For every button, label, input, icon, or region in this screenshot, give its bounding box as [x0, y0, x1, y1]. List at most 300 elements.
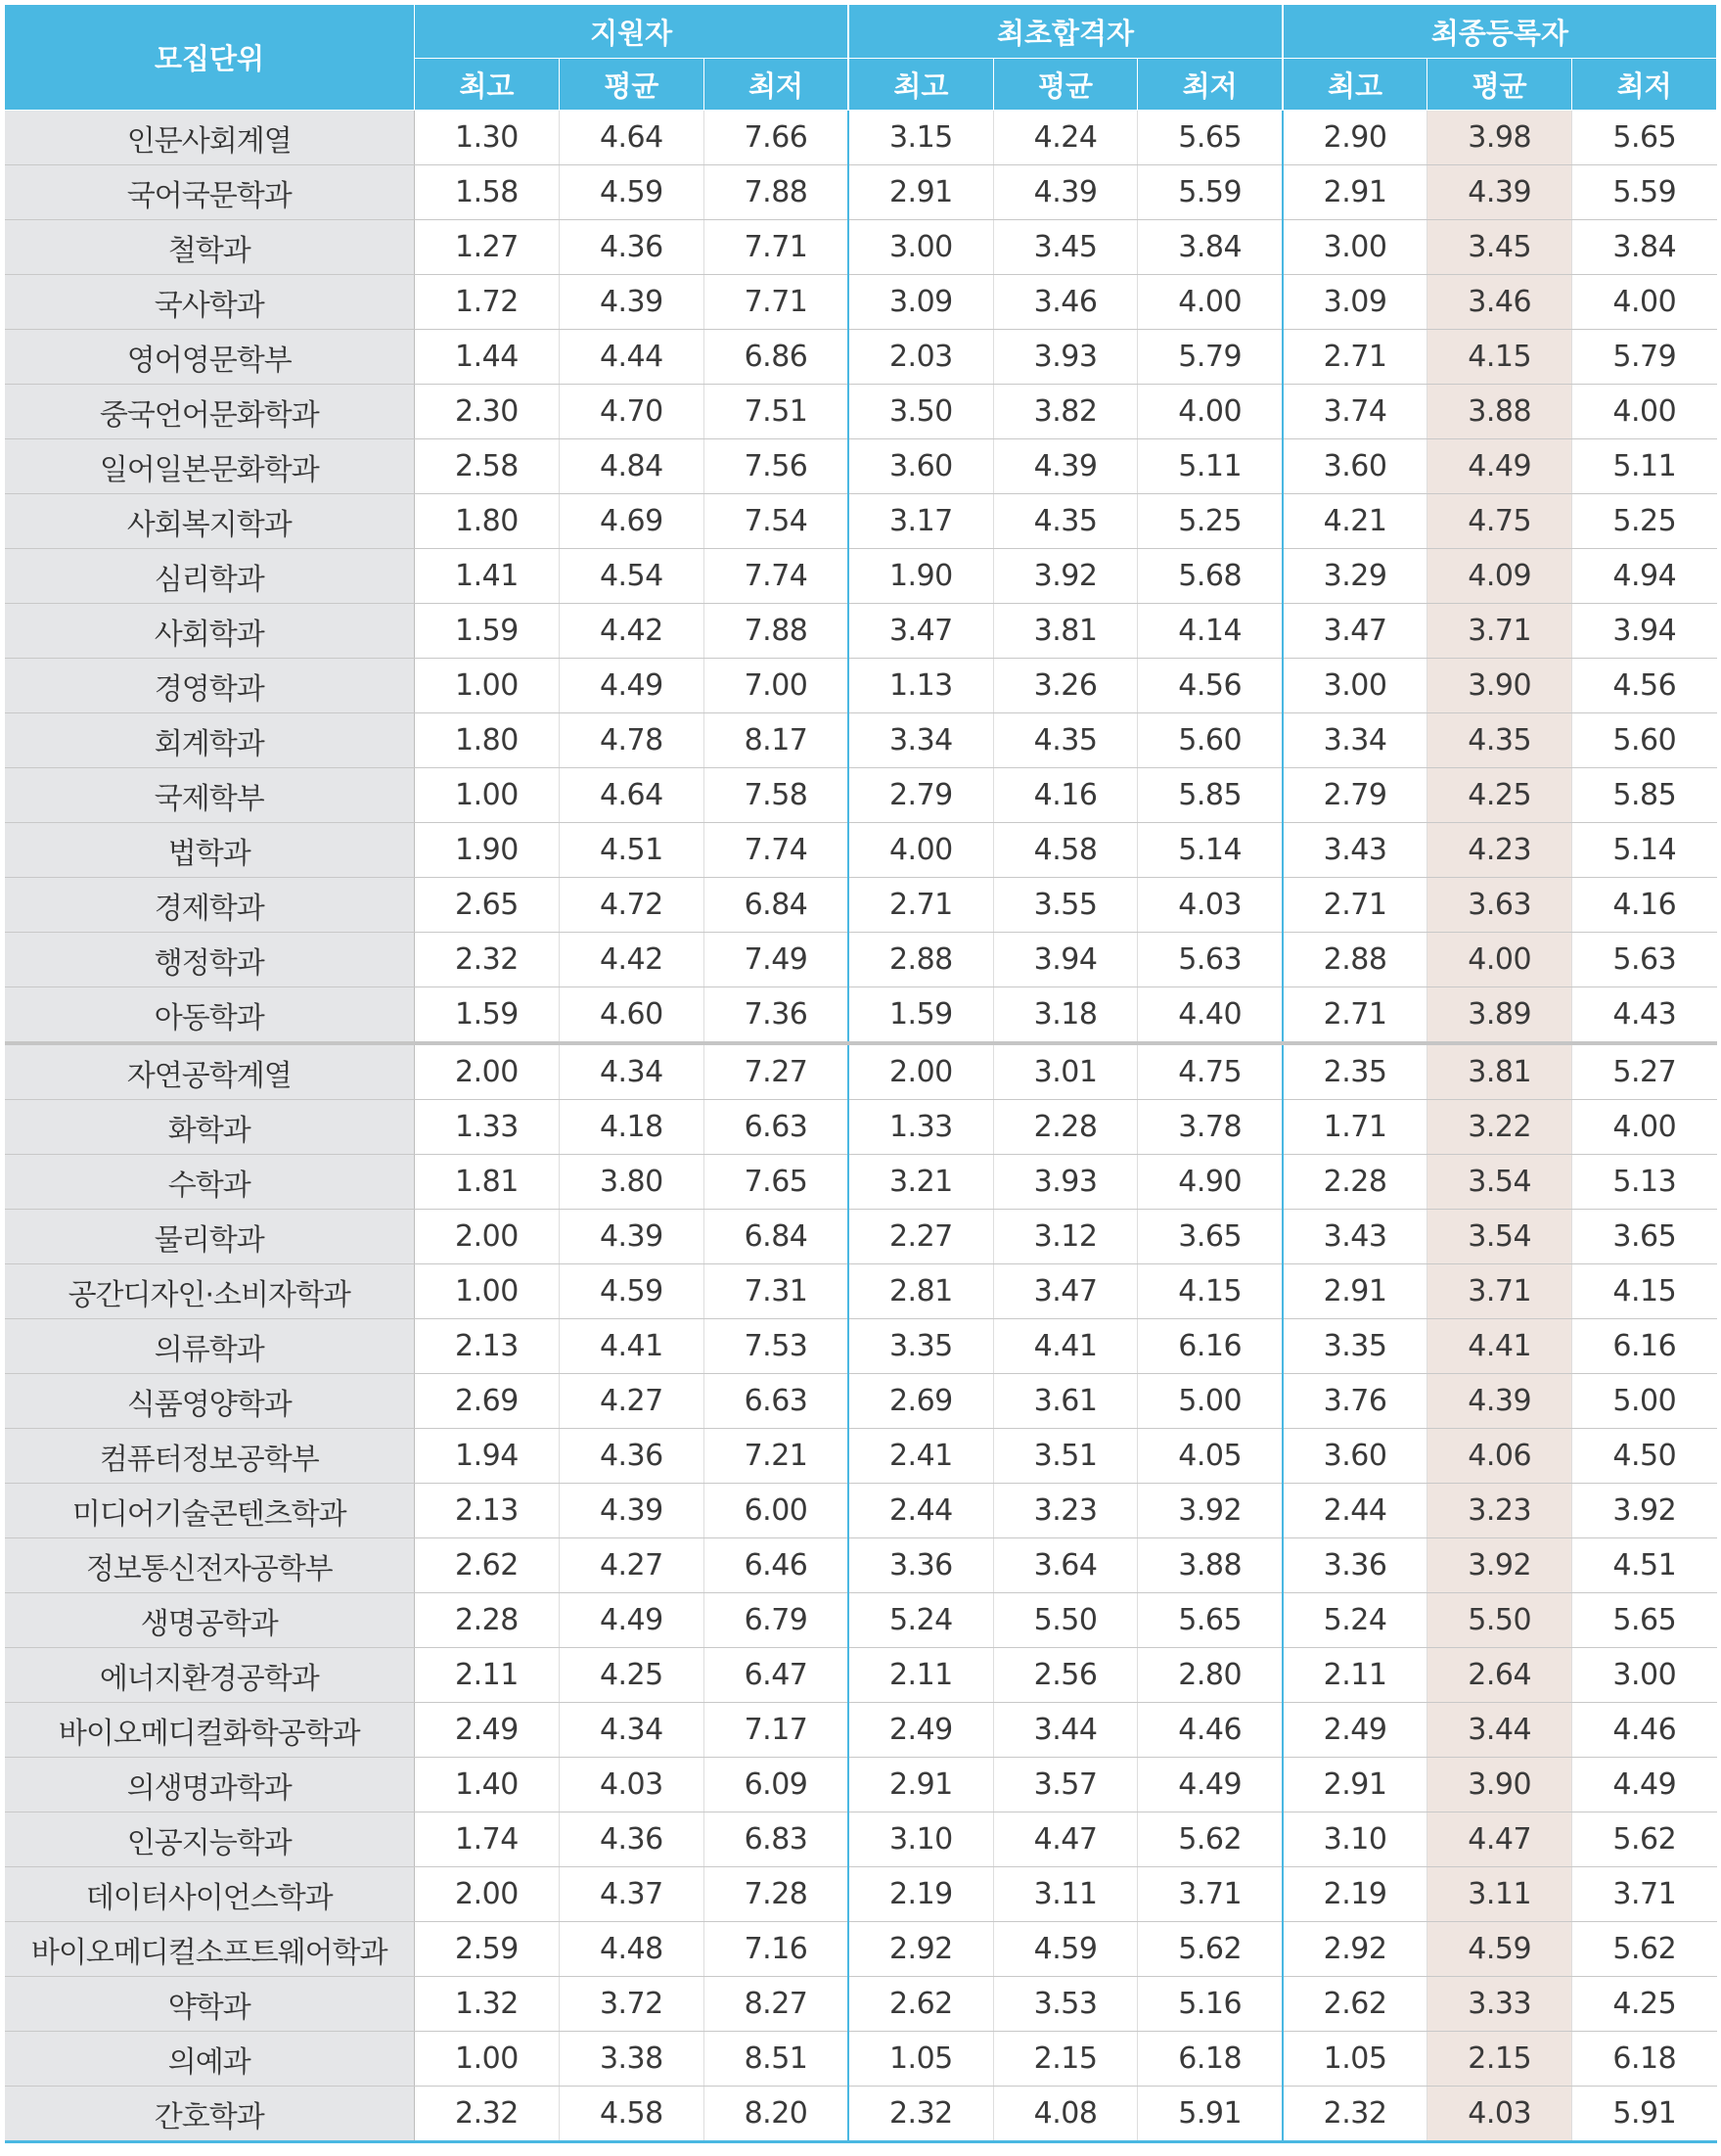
initial-admits-min-cell: 5.62: [1138, 1812, 1283, 1867]
initial-admits-min-cell: 5.68: [1138, 549, 1283, 604]
final-registrants-min-cell: 4.43: [1572, 987, 1717, 1044]
final-registrants-min-cell: 4.00: [1572, 275, 1717, 330]
initial-admits-avg-cell: 4.59: [993, 1922, 1138, 1977]
final-registrants-max-cell: 2.28: [1283, 1155, 1427, 1210]
initial-admits-max-cell: 2.03: [848, 330, 993, 385]
initial-admits-min-cell: 5.91: [1138, 2087, 1283, 2142]
recruitment-unit-name: 국제학부: [5, 768, 415, 823]
initial-admits-avg-cell: 5.50: [993, 1593, 1138, 1648]
recruitment-unit-name: 행정학과: [5, 933, 415, 987]
applicants-max-cell: 1.00: [415, 2032, 560, 2087]
group-header-applicants: 지원자: [415, 5, 849, 59]
final-registrants-avg-cell: 4.49: [1427, 439, 1572, 494]
final-registrants-max-cell: 3.74: [1283, 385, 1427, 439]
table-row: [5, 1538, 1717, 1593]
initial-admits-max-cell: 2.81: [848, 1264, 993, 1319]
initial-admits-avg-cell: 3.11: [993, 1867, 1138, 1922]
initial-admits-min-cell: 3.84: [1138, 220, 1283, 275]
final-registrants-max-cell: 3.60: [1283, 1429, 1427, 1484]
applicants-avg-cell: 4.41: [559, 1319, 703, 1374]
final-registrants-max-cell: 3.43: [1283, 1210, 1427, 1264]
applicants-max-cell: 2.00: [415, 1043, 560, 1100]
applicants-min-cell: 6.47: [703, 1648, 848, 1703]
sub-header-avg: 평균: [993, 59, 1138, 111]
initial-admits-min-cell: 5.00: [1138, 1374, 1283, 1429]
table-row: [5, 1429, 1717, 1484]
table-body: [5, 111, 1717, 2142]
final-registrants-avg-cell: 3.46: [1427, 275, 1572, 330]
final-registrants-avg-cell: 4.47: [1427, 1812, 1572, 1867]
initial-admits-avg-cell: 3.57: [993, 1758, 1138, 1812]
applicants-min-cell: 6.63: [703, 1100, 848, 1155]
final-registrants-min-cell: 3.71: [1572, 1867, 1717, 1922]
initial-admits-max-cell: 3.36: [848, 1538, 993, 1593]
initial-admits-min-cell: 5.65: [1138, 111, 1283, 165]
final-registrants-max-cell: 2.91: [1283, 165, 1427, 220]
initial-admits-min-cell: 5.11: [1138, 439, 1283, 494]
recruitment-unit-name: 경영학과: [5, 659, 415, 713]
recruitment-unit-name: 회계학과: [5, 713, 415, 768]
applicants-max-cell: 1.00: [415, 1264, 560, 1319]
applicants-min-cell: 6.84: [703, 878, 848, 933]
applicants-min-cell: 7.28: [703, 1867, 848, 1922]
recruitment-unit-name: 간호학과: [5, 2087, 415, 2142]
final-registrants-avg-cell: 4.35: [1427, 713, 1572, 768]
final-registrants-max-cell: 2.92: [1283, 1922, 1427, 1977]
recruitment-unit-name: 아동학과: [5, 987, 415, 1044]
initial-admits-max-cell: 3.34: [848, 713, 993, 768]
final-registrants-avg-cell: 3.44: [1427, 1703, 1572, 1758]
initial-admits-max-cell: 2.00: [848, 1043, 993, 1100]
applicants-min-cell: 7.71: [703, 275, 848, 330]
recruitment-unit-name: 중국언어문화학과: [5, 385, 415, 439]
initial-admits-max-cell: 3.35: [848, 1319, 993, 1374]
applicants-max-cell: 2.00: [415, 1210, 560, 1264]
initial-admits-avg-cell: 4.39: [993, 165, 1138, 220]
initial-admits-avg-cell: 2.56: [993, 1648, 1138, 1703]
final-registrants-min-cell: 3.65: [1572, 1210, 1717, 1264]
table-row: [5, 549, 1717, 604]
initial-admits-min-cell: 5.14: [1138, 823, 1283, 878]
final-registrants-max-cell: 2.71: [1283, 878, 1427, 933]
recruitment-unit-name: 의예과: [5, 2032, 415, 2087]
recruitment-unit-name: 경제학과: [5, 878, 415, 933]
applicants-min-cell: 7.56: [703, 439, 848, 494]
final-registrants-max-cell: 2.91: [1283, 1758, 1427, 1812]
applicants-min-cell: 7.66: [703, 111, 848, 165]
initial-admits-max-cell: 2.19: [848, 1867, 993, 1922]
initial-admits-min-cell: 4.15: [1138, 1264, 1283, 1319]
initial-admits-min-cell: 3.92: [1138, 1484, 1283, 1538]
final-registrants-avg-cell: 4.25: [1427, 768, 1572, 823]
applicants-max-cell: 1.58: [415, 165, 560, 220]
final-registrants-avg-cell: 3.88: [1427, 385, 1572, 439]
final-registrants-avg-cell: 4.09: [1427, 549, 1572, 604]
recruitment-unit-name: 바이오메디컬화학공학과: [5, 1703, 415, 1758]
recruitment-unit-name: 국사학과: [5, 275, 415, 330]
final-registrants-min-cell: 5.13: [1572, 1155, 1717, 1210]
table-row: [5, 1593, 1717, 1648]
initial-admits-max-cell: 1.90: [848, 549, 993, 604]
initial-admits-avg-cell: 3.47: [993, 1264, 1138, 1319]
final-registrants-avg-cell: 4.41: [1427, 1319, 1572, 1374]
initial-admits-min-cell: 5.60: [1138, 713, 1283, 768]
applicants-avg-cell: 4.03: [559, 1758, 703, 1812]
applicants-max-cell: 2.62: [415, 1538, 560, 1593]
applicants-avg-cell: 4.84: [559, 439, 703, 494]
initial-admits-avg-cell: 4.41: [993, 1319, 1138, 1374]
table-row: [5, 604, 1717, 659]
initial-admits-max-cell: 3.60: [848, 439, 993, 494]
applicants-max-cell: 2.28: [415, 1593, 560, 1648]
initial-admits-avg-cell: 4.16: [993, 768, 1138, 823]
initial-admits-avg-cell: 4.08: [993, 2087, 1138, 2142]
initial-admits-max-cell: 3.10: [848, 1812, 993, 1867]
initial-admits-max-cell: 3.47: [848, 604, 993, 659]
final-registrants-min-cell: 5.11: [1572, 439, 1717, 494]
table-row: [5, 439, 1717, 494]
recruitment-unit-name: 컴퓨터정보공학부: [5, 1429, 415, 1484]
applicants-avg-cell: 4.51: [559, 823, 703, 878]
applicants-avg-cell: 4.34: [559, 1043, 703, 1100]
applicants-max-cell: 1.00: [415, 659, 560, 713]
initial-admits-max-cell: 2.71: [848, 878, 993, 933]
group-header-final-registrants: 최종등록자: [1283, 5, 1717, 59]
final-registrants-min-cell: 5.27: [1572, 1043, 1717, 1100]
table-row: [5, 878, 1717, 933]
final-registrants-min-cell: 5.00: [1572, 1374, 1717, 1429]
sub-header-max: 최고: [1283, 59, 1427, 111]
applicants-avg-cell: 4.44: [559, 330, 703, 385]
applicants-max-cell: 2.32: [415, 2087, 560, 2142]
table-row: [5, 1758, 1717, 1812]
table-row: [5, 1374, 1717, 1429]
applicants-max-cell: 2.11: [415, 1648, 560, 1703]
final-registrants-min-cell: 5.62: [1572, 1812, 1717, 1867]
table-row: [5, 1922, 1717, 1977]
table-row: [5, 1977, 1717, 2032]
final-registrants-avg-cell: 4.15: [1427, 330, 1572, 385]
recruitment-unit-name: 심리학과: [5, 549, 415, 604]
initial-admits-avg-cell: 3.94: [993, 933, 1138, 987]
applicants-max-cell: 1.90: [415, 823, 560, 878]
final-registrants-avg-cell: 2.64: [1427, 1648, 1572, 1703]
applicants-avg-cell: 4.18: [559, 1100, 703, 1155]
initial-admits-avg-cell: 4.35: [993, 713, 1138, 768]
applicants-max-cell: 2.58: [415, 439, 560, 494]
final-registrants-min-cell: 5.60: [1572, 713, 1717, 768]
final-registrants-avg-cell: 3.54: [1427, 1155, 1572, 1210]
final-registrants-avg-cell: 3.22: [1427, 1100, 1572, 1155]
initial-admits-max-cell: 2.92: [848, 1922, 993, 1977]
applicants-max-cell: 1.27: [415, 220, 560, 275]
applicants-min-cell: 6.63: [703, 1374, 848, 1429]
final-registrants-min-cell: 5.25: [1572, 494, 1717, 549]
table-row: [5, 220, 1717, 275]
initial-admits-max-cell: 2.62: [848, 1977, 993, 2032]
applicants-avg-cell: 4.27: [559, 1374, 703, 1429]
final-registrants-avg-cell: 4.39: [1427, 165, 1572, 220]
sub-header-min: 최저: [1138, 59, 1283, 111]
initial-admits-max-cell: 2.41: [848, 1429, 993, 1484]
final-registrants-avg-cell: 5.50: [1427, 1593, 1572, 1648]
table-row: [5, 111, 1717, 165]
final-registrants-min-cell: 4.00: [1572, 385, 1717, 439]
initial-admits-min-cell: 5.59: [1138, 165, 1283, 220]
final-registrants-max-cell: 2.32: [1283, 2087, 1427, 2142]
applicants-min-cell: 7.21: [703, 1429, 848, 1484]
sub-header-avg: 평균: [559, 59, 703, 111]
final-registrants-avg-cell: 3.33: [1427, 1977, 1572, 2032]
initial-admits-avg-cell: 3.82: [993, 385, 1138, 439]
initial-admits-avg-cell: 3.64: [993, 1538, 1138, 1593]
initial-admits-max-cell: 2.91: [848, 165, 993, 220]
applicants-max-cell: 1.81: [415, 1155, 560, 1210]
initial-admits-min-cell: 6.18: [1138, 2032, 1283, 2087]
applicants-avg-cell: 4.54: [559, 549, 703, 604]
final-registrants-min-cell: 5.63: [1572, 933, 1717, 987]
applicants-avg-cell: 4.60: [559, 987, 703, 1044]
initial-admits-max-cell: 2.27: [848, 1210, 993, 1264]
initial-admits-avg-cell: 2.28: [993, 1100, 1138, 1155]
recruitment-unit-name: 일어일본문화학과: [5, 439, 415, 494]
final-registrants-min-cell: 5.65: [1572, 1593, 1717, 1648]
applicants-max-cell: 2.69: [415, 1374, 560, 1429]
initial-admits-min-cell: 5.85: [1138, 768, 1283, 823]
final-registrants-max-cell: 2.19: [1283, 1867, 1427, 1922]
applicants-avg-cell: 4.49: [559, 659, 703, 713]
applicants-min-cell: 7.51: [703, 385, 848, 439]
table-row: [5, 1648, 1717, 1703]
applicants-avg-cell: 4.37: [559, 1867, 703, 1922]
initial-admits-max-cell: 1.59: [848, 987, 993, 1044]
initial-admits-max-cell: 3.50: [848, 385, 993, 439]
final-registrants-min-cell: 3.00: [1572, 1648, 1717, 1703]
applicants-min-cell: 7.31: [703, 1264, 848, 1319]
initial-admits-min-cell: 5.79: [1138, 330, 1283, 385]
recruitment-unit-name: 공간디자인·소비자학과: [5, 1264, 415, 1319]
final-registrants-min-cell: 5.85: [1572, 768, 1717, 823]
recruitment-unit-name: 법학과: [5, 823, 415, 878]
applicants-avg-cell: 4.58: [559, 2087, 703, 2142]
final-registrants-avg-cell: 3.81: [1427, 1043, 1572, 1100]
final-registrants-max-cell: 2.44: [1283, 1484, 1427, 1538]
applicants-min-cell: 6.83: [703, 1812, 848, 1867]
applicants-min-cell: 8.20: [703, 2087, 848, 2142]
recruitment-unit-name: 인문사회계열: [5, 111, 415, 165]
table-row: [5, 330, 1717, 385]
table-header: [5, 5, 1717, 111]
initial-admits-min-cell: 4.46: [1138, 1703, 1283, 1758]
applicants-min-cell: 8.27: [703, 1977, 848, 2032]
final-registrants-avg-cell: 3.90: [1427, 659, 1572, 713]
initial-admits-max-cell: 4.00: [848, 823, 993, 878]
final-registrants-min-cell: 5.91: [1572, 2087, 1717, 2142]
sub-header-min: 최저: [703, 59, 848, 111]
applicants-min-cell: 7.27: [703, 1043, 848, 1100]
final-registrants-max-cell: 2.91: [1283, 1264, 1427, 1319]
initial-admits-max-cell: 2.44: [848, 1484, 993, 1538]
applicants-avg-cell: 4.36: [559, 1812, 703, 1867]
recruitment-unit-name: 약학과: [5, 1977, 415, 2032]
applicants-avg-cell: 3.38: [559, 2032, 703, 2087]
final-registrants-avg-cell: 3.89: [1427, 987, 1572, 1044]
applicants-min-cell: 6.46: [703, 1538, 848, 1593]
initial-admits-avg-cell: 3.53: [993, 1977, 1138, 2032]
applicants-avg-cell: 4.64: [559, 768, 703, 823]
initial-admits-min-cell: 3.71: [1138, 1867, 1283, 1922]
recruitment-unit-name: 사회복지학과: [5, 494, 415, 549]
final-registrants-max-cell: 3.00: [1283, 659, 1427, 713]
applicants-max-cell: 2.32: [415, 933, 560, 987]
initial-admits-min-cell: 4.00: [1138, 385, 1283, 439]
initial-admits-avg-cell: 3.45: [993, 220, 1138, 275]
final-registrants-avg-cell: 4.03: [1427, 2087, 1572, 2142]
table-row: [5, 1703, 1717, 1758]
applicants-min-cell: 7.49: [703, 933, 848, 987]
initial-admits-max-cell: 2.91: [848, 1758, 993, 1812]
initial-admits-avg-cell: 3.46: [993, 275, 1138, 330]
applicants-min-cell: 8.51: [703, 2032, 848, 2087]
table-row: [5, 2032, 1717, 2087]
applicants-max-cell: 2.65: [415, 878, 560, 933]
applicants-max-cell: 1.33: [415, 1100, 560, 1155]
applicants-avg-cell: 4.36: [559, 1429, 703, 1484]
final-registrants-avg-cell: 4.75: [1427, 494, 1572, 549]
final-registrants-max-cell: 2.35: [1283, 1043, 1427, 1100]
final-registrants-max-cell: 2.11: [1283, 1648, 1427, 1703]
sub-header-avg: 평균: [1427, 59, 1572, 111]
applicants-max-cell: 1.59: [415, 987, 560, 1044]
recruitment-unit-name: 물리학과: [5, 1210, 415, 1264]
final-registrants-max-cell: 4.21: [1283, 494, 1427, 549]
final-registrants-max-cell: 2.71: [1283, 987, 1427, 1044]
applicants-avg-cell: 4.49: [559, 1593, 703, 1648]
initial-admits-min-cell: 5.62: [1138, 1922, 1283, 1977]
initial-admits-min-cell: 4.00: [1138, 275, 1283, 330]
applicants-min-cell: 6.09: [703, 1758, 848, 1812]
applicants-min-cell: 7.17: [703, 1703, 848, 1758]
initial-admits-avg-cell: 3.23: [993, 1484, 1138, 1538]
final-registrants-min-cell: 6.16: [1572, 1319, 1717, 1374]
initial-admits-min-cell: 4.75: [1138, 1043, 1283, 1100]
table-row: [5, 713, 1717, 768]
final-registrants-min-cell: 5.14: [1572, 823, 1717, 878]
final-registrants-avg-cell: 4.06: [1427, 1429, 1572, 1484]
final-registrants-avg-cell: 3.71: [1427, 1264, 1572, 1319]
table-row: [5, 2087, 1717, 2142]
final-registrants-min-cell: 4.00: [1572, 1100, 1717, 1155]
table-row: [5, 659, 1717, 713]
recruitment-unit-name: 바이오메디컬소프트웨어학과: [5, 1922, 415, 1977]
table-row: [5, 933, 1717, 987]
applicants-max-cell: 1.59: [415, 604, 560, 659]
applicants-min-cell: 7.74: [703, 549, 848, 604]
final-registrants-avg-cell: 4.23: [1427, 823, 1572, 878]
final-registrants-max-cell: 1.05: [1283, 2032, 1427, 2087]
initial-admits-min-cell: 3.65: [1138, 1210, 1283, 1264]
initial-admits-min-cell: 4.03: [1138, 878, 1283, 933]
final-registrants-avg-cell: 4.59: [1427, 1922, 1572, 1977]
final-registrants-min-cell: 4.25: [1572, 1977, 1717, 2032]
recruitment-unit-name: 생명공학과: [5, 1593, 415, 1648]
applicants-max-cell: 1.41: [415, 549, 560, 604]
table-row: [5, 768, 1717, 823]
applicants-avg-cell: 4.39: [559, 275, 703, 330]
table-row: [5, 1155, 1717, 1210]
final-registrants-max-cell: 3.60: [1283, 439, 1427, 494]
initial-admits-avg-cell: 3.92: [993, 549, 1138, 604]
applicants-max-cell: 1.40: [415, 1758, 560, 1812]
applicants-avg-cell: 4.39: [559, 1484, 703, 1538]
initial-admits-avg-cell: 4.35: [993, 494, 1138, 549]
initial-admits-min-cell: 2.80: [1138, 1648, 1283, 1703]
initial-admits-min-cell: 5.16: [1138, 1977, 1283, 2032]
sub-header-max: 최고: [848, 59, 993, 111]
recruitment-unit-name: 자연공학계열: [5, 1043, 415, 1100]
final-registrants-max-cell: 3.43: [1283, 823, 1427, 878]
applicants-min-cell: 7.54: [703, 494, 848, 549]
applicants-min-cell: 6.84: [703, 1210, 848, 1264]
table-row: [5, 1043, 1717, 1100]
applicants-min-cell: 7.88: [703, 604, 848, 659]
column-header-unit: 모집단위: [5, 5, 415, 111]
applicants-avg-cell: 4.39: [559, 1210, 703, 1264]
applicants-max-cell: 1.30: [415, 111, 560, 165]
applicants-min-cell: 7.65: [703, 1155, 848, 1210]
final-registrants-min-cell: 4.50: [1572, 1429, 1717, 1484]
final-registrants-avg-cell: 4.00: [1427, 933, 1572, 987]
final-registrants-avg-cell: 2.15: [1427, 2032, 1572, 2087]
initial-admits-min-cell: 4.56: [1138, 659, 1283, 713]
initial-admits-min-cell: 5.63: [1138, 933, 1283, 987]
initial-admits-max-cell: 2.79: [848, 768, 993, 823]
final-registrants-max-cell: 3.47: [1283, 604, 1427, 659]
final-registrants-min-cell: 4.49: [1572, 1758, 1717, 1812]
final-registrants-min-cell: 5.79: [1572, 330, 1717, 385]
table-row: [5, 1319, 1717, 1374]
applicants-min-cell: 6.79: [703, 1593, 848, 1648]
recruitment-unit-name: 데이터사이언스학과: [5, 1867, 415, 1922]
table-row: [5, 165, 1717, 220]
initial-admits-avg-cell: 3.55: [993, 878, 1138, 933]
final-registrants-max-cell: 2.88: [1283, 933, 1427, 987]
initial-admits-max-cell: 2.49: [848, 1703, 993, 1758]
final-registrants-avg-cell: 3.23: [1427, 1484, 1572, 1538]
initial-admits-avg-cell: 3.44: [993, 1703, 1138, 1758]
sub-header-max: 최고: [415, 59, 560, 111]
table-row: [5, 1484, 1717, 1538]
applicants-avg-cell: 4.64: [559, 111, 703, 165]
initial-admits-max-cell: 3.21: [848, 1155, 993, 1210]
final-registrants-min-cell: 4.51: [1572, 1538, 1717, 1593]
final-registrants-min-cell: 4.46: [1572, 1703, 1717, 1758]
applicants-max-cell: 1.80: [415, 494, 560, 549]
applicants-max-cell: 1.74: [415, 1812, 560, 1867]
recruitment-unit-name: 영어영문학부: [5, 330, 415, 385]
initial-admits-max-cell: 5.24: [848, 1593, 993, 1648]
final-registrants-avg-cell: 3.92: [1427, 1538, 1572, 1593]
initial-admits-max-cell: 2.69: [848, 1374, 993, 1429]
final-registrants-min-cell: 6.18: [1572, 2032, 1717, 2087]
admission-results-table: [4, 4, 1717, 2143]
applicants-max-cell: 1.72: [415, 275, 560, 330]
applicants-avg-cell: 4.59: [559, 1264, 703, 1319]
initial-admits-avg-cell: 3.81: [993, 604, 1138, 659]
recruitment-unit-name: 정보통신전자공학부: [5, 1538, 415, 1593]
recruitment-unit-name: 수학과: [5, 1155, 415, 1210]
initial-admits-max-cell: 2.88: [848, 933, 993, 987]
